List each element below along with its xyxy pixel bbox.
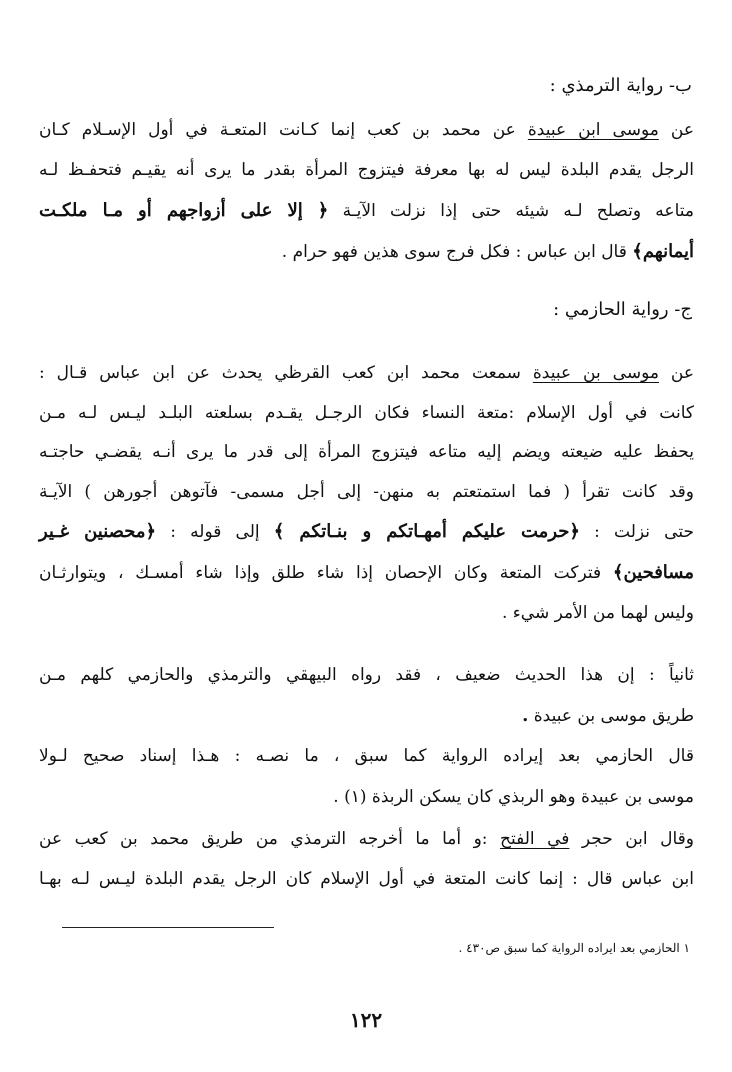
text-segment: .	[522, 705, 529, 726]
text-line: موسى بن عبيدة وهو الربذي كان يسكن الربذة (١) .	[333, 787, 694, 807]
page-number: ١٢٢	[349, 1008, 383, 1032]
underlined-narrator: موسى بن عبيدة	[532, 363, 659, 383]
underlined-source: في الفتح	[500, 829, 570, 849]
text-line: ثانياً : إن هذا الحديث ضعيف ، فقد رواه البيهقي والترمذي والحازمي كلهم مـن	[39, 665, 694, 685]
text-line	[39, 561, 694, 585]
section-heading-hazimi: ج- رواية الحازمي :	[553, 299, 692, 320]
text-line	[39, 199, 694, 223]
text-line: الرجل يقدم البلدة ليس له بها معرفة فيتزوج المرأة بقدر ما يرى أنه يقيـم فتحفـظ لـه	[39, 160, 694, 180]
text-line	[39, 361, 694, 385]
text-line	[39, 240, 694, 264]
text-line	[39, 520, 694, 544]
text-line: وليس لهما من الأمر شيء .	[502, 603, 694, 623]
text-segment: وقال ابن حجر	[569, 829, 694, 849]
text-line: يحفظ عليه ضيعته ويضم إليه متاعه فيتزوج المرأة إلى قدر ما يرى أنـه يقضـي حاجتـه	[39, 442, 694, 462]
text-segment: قال ابن عباس : فكل فرج سوى هذين فهو حرام .	[281, 242, 633, 262]
text-line	[39, 118, 694, 142]
text-segment: عن	[658, 363, 694, 383]
text-segment: متاعه وتصلح لـه شيئه حتى إذا نزلت الآيـة	[328, 201, 694, 221]
footnote: ١ الحازمي بعد ايراده الرواية كما سبق ص٤٣٠ .	[458, 941, 690, 955]
text-segment: عن محمد بن كعب إنما كـانت المتعـة في أول الإسـلام كـان	[39, 120, 528, 140]
footnote-divider	[62, 927, 274, 928]
text-line	[39, 704, 694, 728]
text-segment: :و أما ما أخرجه الترمذي من طريق محمد بن كعب عن	[39, 829, 501, 849]
underlined-narrator: موسى ابن عبيدة	[527, 120, 659, 140]
text-line: كانت في أول الإسلام :متعة النساء فكان الرجـل يقـدم بسلعته البلـد ليـس لـه مـن	[39, 403, 694, 423]
quran-verse: مسافحين﴾	[612, 562, 694, 583]
section-heading-tirmidhi: ب- رواية الترمذي :	[549, 75, 692, 96]
text-segment: طريق موسى بن عبيدة	[528, 706, 694, 726]
quran-verse: ﴿محصنين غـير	[39, 521, 157, 542]
quran-verse: ﴿ إلا على أزواجهم أو مـا ملكـت	[39, 200, 329, 221]
text-line	[39, 827, 694, 851]
text-line: ابن عباس قال : إنما كانت المتعة في أول الإسلام كان الرجل يقدم البلدة ليـس لـه بهـا	[39, 869, 694, 889]
text-line: قال الحازمي بعد إيراده الرواية كما سبق ، ما نصـه : هـذا إسناد صحيح لـولا	[39, 746, 694, 766]
text-line: وقد كانت تقرأ ( فما استمتعتم به منهن- إلى أجل مسمى- فآتوهن أجورهن ) الآيـة	[39, 482, 694, 502]
text-segment: حتى نزلت :	[579, 522, 694, 542]
quran-verse: أيمانهم﴾	[632, 241, 694, 262]
text-segment: فتركت المتعة وكان الإحصان إذا شاء طلق وإذا شاء أمسـك ، ويتوارثـان	[39, 563, 613, 583]
text-segment: سمعت محمد ابن كعب القرظي يحدث عن ابن عباس قـال :	[39, 363, 533, 383]
text-segment: إلى قوله :	[156, 522, 274, 542]
text-segment: عن	[658, 120, 694, 140]
quran-verse: ﴿حرمت عليكم أمهـاتكم و بنـاتكم ﴾	[273, 521, 580, 542]
